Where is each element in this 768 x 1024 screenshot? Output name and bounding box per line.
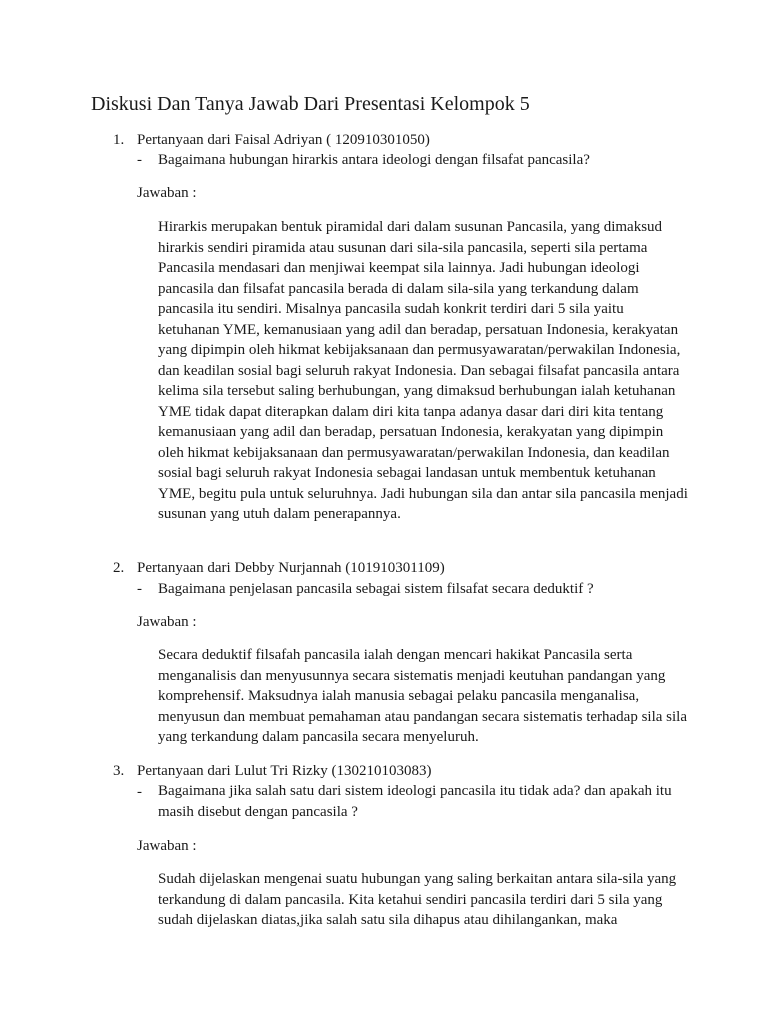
question-asker: Pertanyaan dari Debby Nurjannah (101910301109) [137, 560, 445, 576]
question-asker: Pertanyaan dari Faisal Adriyan ( 120910301050) [137, 132, 430, 148]
question-number: 3. [113, 763, 125, 779]
document-title: Diskusi Dan Tanya Jawab Dari Presentasi Kelompok 5 [91, 93, 530, 115]
question-number: 1. [113, 132, 125, 148]
question-bullet: - [137, 784, 142, 800]
answer-label: Jawaban : [137, 838, 197, 854]
question-bullet: - [137, 152, 142, 168]
answer-label: Jawaban : [137, 185, 197, 201]
answer-text: Secara deduktif filsafah pancasila ialah dengan mencari hakikat Pancasila serta menganalisis dan menyusunnya secara sistematis menjadi keutuhan pandangan yang komprehensif. Maksudnya ialah manusia sebagai pelaku pancasila menganalisa, menyusun dan membuat pemahaman atau pandangan secara sistematis terhadap sila sila yang terkandung dalam pancasila secara menyeluruh. [158, 647, 687, 745]
question-number: 2. [113, 560, 125, 576]
question-bullet: - [137, 581, 142, 597]
question-text: Bagaimana penjelasan pancasila sebagai sistem filsafat secara deduktif ? [158, 581, 594, 597]
answer-label: Jawaban : [137, 614, 197, 630]
question-text: Bagaimana jika salah satu dari sistem ideologi pancasila itu tidak ada? dan apakah itu masih disebut dengan pancasila ? [158, 783, 672, 820]
answer-text: Hirarkis merupakan bentuk piramidal dari dalam susunan Pancasila, yang dimaksud hirarkis sendiri piramida atau susunan dari sila-sila pancasila, seperti sila pertama Pancasila mendasari dan menjiwai keempat sila lainnya. Jadi hubungan ideologi pancasila dan filsafat pancasila berada di dalam sila-sila yang terkandung dalam pancasila itu sendiri. Misalnya pancasila sudah konkrit terdiri dari 5 sila yaitu ketuhanan YME, kemanusiaan yang adil dan beradap, persatuan Indonesia, kerakyatan yang dipimpin oleh hikmat kebijaksanaan dan permusyawaratan/perwakilan Indonesia, dan keadilan sosial bagi seluruh rakyat Indonesia. Dan sebagai filsafat pancasila antara kelima sila tersebut saling berhubungan, yang dimaksud berhubungan ialah ketuhanan YME tidak dapat diterapkan dalam diri kita tanpa adanya dasar dari diri kita tentang kemanusiaan yang adil dan beradap, persatuan Indonesia, kerakyatan yang dipimpin oleh hikmat kebijaksanaan dan permusyawaratan/perwakilan Indonesia, dan keadilan sosial bagi seluruh rakyat Indonesia sebagai landasan untuk membentuk ketuhanan YME, begitu pula untuk seluruhnya. Jadi hubungan sila dan antar sila pancasila menjadi susunan yang utuh dalam penerapannya. [158, 219, 688, 522]
question-asker: Pertanyaan dari Lulut Tri Rizky (130210103083) [137, 763, 432, 779]
answer-text: Sudah dijelaskan mengenai suatu hubungan yang saling berkaitan antara sila-sila yang terkandung di dalam pancasila. Kita ketahui sendiri pancasila terdiri dari 5 sila yang sudah dijelaskan diatas,jika salah satu sila dihapus atau dihilangankan, maka [158, 871, 677, 928]
question-text: Bagaimana hubungan hirarkis antara ideologi dengan filsafat pancasila? [158, 152, 590, 168]
